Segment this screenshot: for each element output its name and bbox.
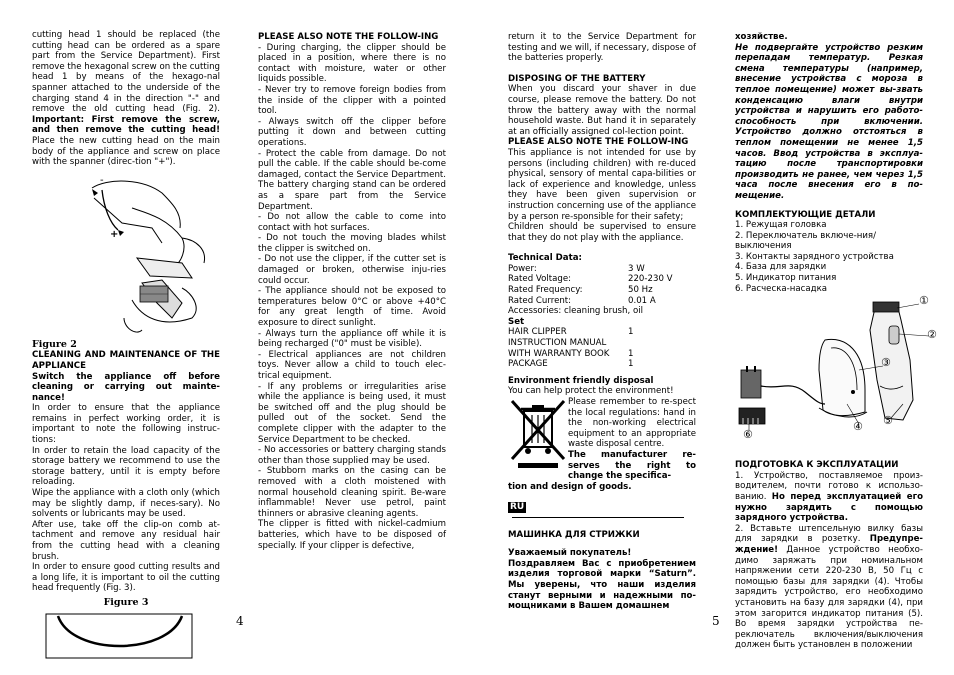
safety-item: - Electrical appliances are not children toys. Never allow a child to touch elec-trical equipment.: [258, 349, 446, 381]
safety-item: - If any problems or irregularities arise while the appliance is being used, it must be switched off and the plug should be pulled out of the socket. Send the complete clipper with the adapter to the Service Department to be checked.: [258, 381, 446, 445]
part-item: 6. Расческа-насадка: [735, 283, 828, 294]
cleaning-para-1: In order to ensure that the appliance remains in perfect working order, it is important to note the following instruc-tions:: [32, 403, 220, 446]
set-row: HAIR CLIPPER 1: [508, 327, 634, 338]
cleaning-para-4: After use, take off the clip-on comb at-tachment and remove any residual hair from the cutting head with a cleaning brush.: [32, 519, 220, 562]
ru-title: МАШИНКА ДЛЯ СТРИЖКИ: [508, 529, 640, 540]
part-item: 4. База для зарядки: [735, 262, 827, 273]
safety-list: [258, 43, 446, 552]
note-heading: PLEASE ALSO NOTE THE FOLLOW-ING: [258, 32, 439, 42]
accessories: Accessories: cleaning brush, oil: [508, 306, 643, 317]
callout-3: ③: [881, 356, 891, 370]
safety-item: - Never try to remove foreign bodies from the inside of the clipper with a pointed tool.: [258, 84, 446, 117]
ru-section-header: [508, 502, 696, 523]
note-heading-2: PLEASE ALSO NOTE THE FOLLOW-ING: [508, 137, 689, 148]
set-heading: Set: [508, 316, 525, 327]
tech-heading: Technical Data:: [508, 253, 582, 264]
disposing-heading: DISPOSING OF THE BATTERY: [508, 73, 646, 84]
set-row: PACKAGE 1: [508, 359, 634, 370]
safety-item: - Do not touch the moving blades whilst the clipper is switched on.: [258, 233, 446, 254]
note-text-1: This appliance is not intended for use by persons (including children) with re-duced physical, sensory of mental capa-bilities or lack of experience and knowledge, unless they have been given supervision or instruction concerning use of the appliance by a person re-sponsible for their safety;: [508, 147, 696, 222]
page-number-5: 5: [712, 614, 720, 628]
part-item: 3. Контакты зарядного устройства: [735, 251, 894, 262]
safety-item: - No accessories or battery charging stands other than those supplied may be used.: [258, 445, 446, 466]
column-4: [735, 32, 937, 651]
disposing-text: When you discard your shaver in due course, please remove the battery. Do not throw the battery away with the normal household waste. But hand it in separately at an officially assigned col-lection point.: [508, 84, 696, 137]
spec-row: Rated Voltage: 220-230 V: [508, 274, 673, 285]
figure-2-illustration: [32, 168, 220, 338]
safety-item: The clipper is fitted with nickel-cadmium batteries, which have to be disposed of specially. If your clipper is defective,: [258, 519, 446, 551]
spec-row: Rated Frequency: 50 Hz: [508, 285, 653, 296]
callout-5: ⑤: [883, 414, 893, 428]
spec-row: Power: 3 W: [508, 263, 645, 274]
page-number-4: 4: [236, 614, 244, 628]
note-text-2: Children should be supervised to ensure that they do not play with the appliance.: [508, 222, 696, 243]
section-rule: [512, 517, 684, 518]
fig-plus-label: +: [110, 228, 119, 240]
switch-off-warning: Switch the appliance off before cleaning or carrying out mainte-nance!: [32, 371, 220, 403]
ru-intro: хозяйстве.: [735, 32, 788, 42]
callout-2: ②: [927, 328, 937, 342]
spec-row: Rated Current: 0.01 A: [508, 295, 656, 306]
safety-item: - Protect the cable from damage. Do not pull the cable. If the cable should be-come damaged, contact the Service Department. The battery charging stand can be ordered as a spare part from the Service Department.: [258, 148, 446, 212]
safety-item: - During charging, the clipper should be placed in a position, where there is no contact with moisture, water or other liquids possible.: [258, 42, 446, 85]
safety-item: - Always turn the appliance off while it is being recharged ("0" must be visible).: [258, 328, 446, 350]
column-1: [32, 30, 220, 660]
set-row: INSTRUCTION MANUAL: [508, 338, 607, 349]
cleaning-heading: CLEANING AND MAINTENANCE OF THE APPLIANCE: [32, 350, 220, 371]
env-line: You can help protect the environment!: [508, 386, 674, 397]
part-item: 5. Индикатор питания: [735, 273, 837, 284]
safety-item: - Do not use the clipper, if the cutter set is damaged or broken, otherwise inju-ries could occur.: [258, 254, 446, 286]
crossed-bin-icon: [508, 397, 568, 469]
ru-badge: RU: [510, 502, 525, 513]
ru-temperature-warning: Не подвергайте устройство резким перепадам температур. Резкая смена температуры (например, внесение устройства с мороза в теплое помещение) может вы-звать конденсацию влаги внутри устройства и нарушить его работо-способность при включении. Устройство должно отстояться в теплом помещении не менее 1,5 часов. Ввод устройства в эксплуа-тацию после транспортировки производить не ранее, чем через 1,5 часа после внесения его в по-мещение.: [735, 42, 923, 201]
ru-greeting: Уважаемый покупатель!: [508, 548, 632, 559]
cleaning-para-3: Wipe the appliance with a cloth only (which may be slightly damp, if neces-sary). No solvents or lubricants may be used.: [32, 488, 220, 520]
clipper-parts-illustration: [735, 300, 935, 450]
ru-congrats: Поздравляем Вас с приобретением изделия торговой марки “Saturn”. Мы уверены, что наши изделия станут верными и надежными по-мощниками в Вашем домашнем: [508, 558, 696, 612]
column-2: [258, 32, 446, 551]
parts-list: [735, 220, 923, 294]
prep-step-2: 2. Вставьте штепсельную вилку базы для зарядки в розетку. Предупре-ждение! Данное устройство необхо-димо заряжать при номинальном напряжении сети 220-230 В, 50 Гц с помощью базы для зарядки (4). Чтобы зарядить устройство, его необходимо установить на базу для зарядки (4), при этом загорится индикатор питания (5). Во время зарядки устройства пе-реключатель включения/выключения должен быть установлен в положении: [735, 523, 923, 651]
parts-figure: [735, 294, 937, 450]
safety-item: - Do not allow the cable to come into contact with hot surfaces.: [258, 212, 446, 233]
part-item: 1. Режущая головка: [735, 220, 827, 231]
prep-step-1: 1. Устройство, поставляемое произ-водителем, почти готово к использо-ванию. Но перед эксплуатацией его нужно зарядить с помощью зарядного устройства.: [735, 470, 924, 524]
fig-minus-label: -: [100, 174, 104, 186]
prep-heading: ПОДГОТОВКА К ЭКСПЛУАТАЦИИ: [735, 460, 899, 471]
manufacturer-note-end: tion and design of goods.: [508, 481, 632, 492]
env-block: [508, 397, 696, 482]
manufacturer-note: The manufacturer re-serves the right to change the specifica-: [568, 449, 696, 482]
callout-1: ①: [919, 294, 929, 308]
set-row: WITH WARRANTY BOOK 1: [508, 348, 634, 359]
figure-2: [32, 168, 220, 338]
column-3: [508, 32, 696, 612]
replace-head-text: cutting head 1 should be replaced (the cutting head can be ordered as a spare part from the Service Department). First remove the hexagonal screw on the cutting head 1 by means of the hexago-nal spanner attached to the underside of the charging stand 4 in the direction "-" and remove the old cutting head (Fig. 2). Important: First remove the screw, and then remove the cutting head! Place the new cutting head on the main body of the appliance and screw on place with the spanner (direc-tion "+").: [32, 30, 220, 168]
callout-4: ④: [853, 420, 863, 434]
figure-3-illustration: [32, 612, 220, 660]
safety-item: - The appliance should not be exposed to temperatures below 0°C or above +40°C for any great length of time. Avoid exposure to direct sunlight.: [258, 286, 446, 329]
safety-item: - Stubborn marks on the casing can be removed with a cloth moistened with normal household cleaning spirit. Be-ware inflammable! Never use petrol, paint thinners or abrasive cleaning agents.: [258, 466, 446, 519]
callout-6: ⑥: [743, 428, 753, 442]
figure-3-caption: Figure 3: [103, 596, 149, 608]
env-heading: Environment friendly disposal: [508, 375, 654, 386]
part-item: 2. Переключатель включе-ния/выключения: [735, 230, 876, 252]
safety-item: - Always switch off the clipper before putting it down and between cutting operations.: [258, 116, 446, 148]
spec-table: [508, 264, 696, 306]
cleaning-para-2: In order to retain the load capacity of the storage battery we recommend to use the storage battery, until it is empty before reloading.: [32, 445, 220, 488]
cleaning-para-5: In order to ensure good cutting results and a long life, it is important to oil the cutting head frequently (Fig. 3).: [32, 562, 220, 594]
return-text: return it to the Service Department for testing and we will, if necessary, dispose of the batteries properly.: [508, 32, 696, 64]
set-table: [508, 327, 696, 369]
env-text: Please remember to re-spect the local regulations: hand in the non-working electrical equipment to an appropriate waste disposal centre.: [568, 397, 696, 450]
figure-2-caption: Figure 2: [32, 338, 77, 350]
parts-heading: КОМПЛЕКТУЮЩИЕ ДЕТАЛИ: [735, 209, 876, 220]
